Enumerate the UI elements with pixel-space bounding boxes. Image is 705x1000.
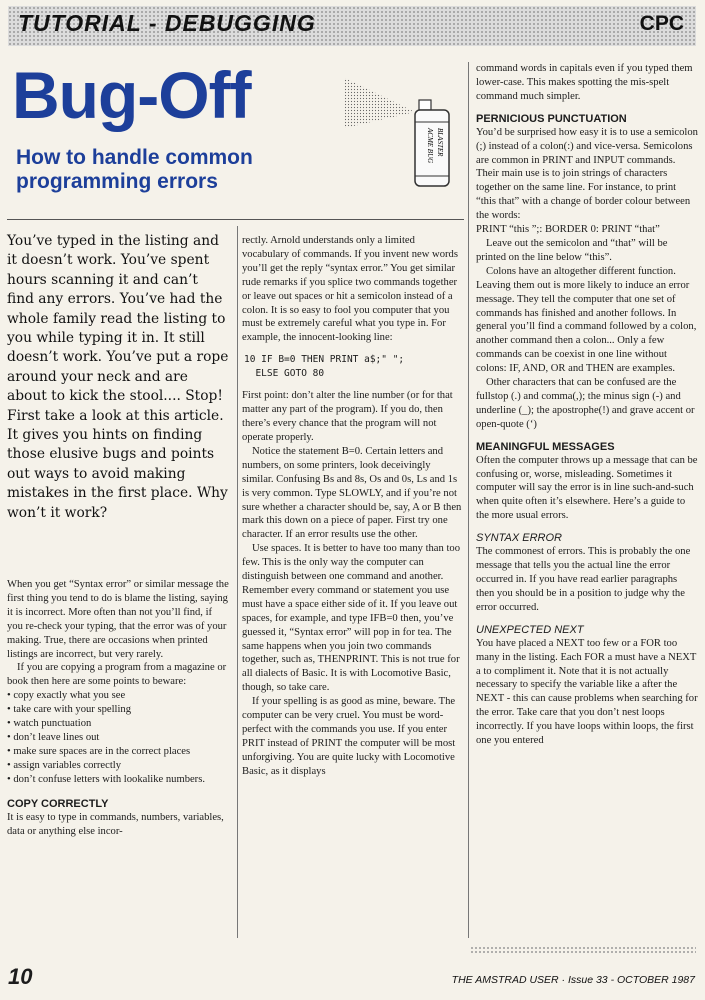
header-rule [7, 219, 464, 220]
footer-dot-band [470, 946, 696, 954]
page-number: 10 [8, 964, 33, 989]
column-3 [476, 62, 698, 748]
paragraph: rectly. Arnold understands only a limited vocabulary of commands. If you invent new words you’ll get the reply “syntax error.” You get similar rude remarks if you splice two commands together or leave out spaces or hit a semicolon instead of a colon. It is so easy to fool you computer that you must be extremely careful what you type in. For example, the innocent-looking line: [242, 235, 458, 344]
article-title: Bug-Off [12, 58, 251, 132]
paragraph: Use spaces. It is better to have too many than too few. This is the only way the computer can distinguish between one command and another. Remember every command or statement you use must have a space either side of it. If you leave out spaces, for example, and type IFB=0 then, you’ve guessed it, “Syntax error” will pop in for tea. The same happens when you join two commands together, such as, THENPRINT. This is not true for all dialects of Basic. It is with Locomotive Basic, though, so take care. [242, 543, 460, 694]
article-subtitle: How to handle common programming errors [16, 146, 253, 194]
paragraph: You’d be surprised how easy it is to use a semicolon (;) instead of a colon(:) and vice-versa. Semicolons are common in PRINT and INPUT commands. Their main use is to join strings of characters together on the same line. For instance, to print “this that” with a change of border colour between the words: [476, 126, 698, 222]
can-label-line-2: BLASTER [436, 128, 444, 157]
paragraph: It is easy to type in commands, numbers, variables, data or anything else incor- [7, 811, 224, 837]
paragraph: If your spelling is as good as mine, beware. The computer can be very cruel. You must be word-perfect with the commands you use. If you enter PRIT instead of PRINT the computer will be most unforgiving. You are quite lucky with Locomotive Basic, as it displays [242, 696, 456, 777]
code-listing: 10 IF B=0 THEN PRINT a$;" "; ELSE GOTO 80 [244, 354, 405, 380]
paragraph: First point: don’t alter the line number (or for that matter any part of the program). If you do, then there’s every chance that the program will not operate properly. [242, 390, 453, 443]
list-item: • take care with your spelling [7, 704, 132, 716]
error-heading: UNEXPECTED NEXT [476, 623, 584, 636]
paragraph: command words in capitals even if you typed them lower-case. This makes spotting the mis-spelt command much simpler. [476, 63, 693, 102]
section-heading: MEANINGFUL MESSAGES [476, 440, 615, 453]
column-2 [242, 234, 462, 779]
list-item: • assign variables correctly [7, 759, 122, 771]
list-item: • watch punctuation [7, 718, 92, 730]
paragraph: When you get “Syntax error” or similar message the first thing you tend to do is blame the listing, saying it is incorrect. More often than not you’ll find, if you re-check your typing, that the error was of your making. True, there are occasions when printed listings are incorrect, but very rarely. [7, 579, 229, 660]
intro-paragraph: You’ve typed in the listing and it doesn’t work. You’ve spent hours scanning it and can’t find any errors. You’ve had the whole family read the listing to you while typing it in. It still doesn’t work. You’ve put a rope around your neck and are about to kick the stool.... Stop! First take a look at this article. It gives you hints on finding those elusive bugs and points out ways to avoid making mistakes in the first place. Why won’t it work? [7, 233, 229, 521]
tips-list [7, 689, 229, 786]
issue-info: THE AMSTRAD USER · Issue 33 - OCTOBER 1987 [451, 974, 695, 986]
list-item: • don’t leave lines out [7, 731, 100, 743]
section-heading: PERNICIOUS PUNCTUATION [476, 112, 627, 125]
section-heading: COPY CORRECTLY [7, 797, 109, 810]
column-rule-2 [468, 62, 469, 938]
list-item: • make sure spaces are in the correct places [7, 745, 191, 757]
paragraph: Often the computer throws up a message that can be confusing or, worse, misleading. Sometimes it computer will say the error is in line such-and-such when quite often it’s elsewhere. Here’s a guide to the more usual errors. [476, 454, 698, 522]
list-item: • copy exactly what you see [7, 690, 126, 702]
paragraph: Other characters that can be confused are the fullstop (.) and comma(,); the minus sign (-) and underline (_); the apostrophe(!) and grave accent or open-quote (‘) [476, 377, 695, 430]
code-line: PRINT “this ”;: BORDER 0: PRINT “that” [476, 224, 660, 236]
paragraph: You have placed a NEXT too few or a FOR too many in the listing. Each FOR a must have a NEXT a to compliment it. Note that it is not actually necessary to specify the variable like a after the NEXT - this can cause problems when searching for the error. Take care that you don’t nest loops incorrectly. If you have loops within loops, the first one you entered [476, 637, 698, 747]
paragraph: If you are copying a program from a magazine or book then here are some points to beware: [7, 662, 227, 688]
paragraph: Leave out the semicolon and “that” will be printed on the line below “this”. [476, 237, 668, 263]
list-item: • don’t confuse letters with lookalike numbers. [7, 773, 205, 785]
bug-spray-can-illustration [335, 70, 465, 200]
column-rule-1 [237, 226, 238, 938]
column-1 [7, 578, 229, 838]
paragraph: Colons have an altogether different function. Leaving them out is more likely to induce an error message. They tell the computer that one set of commands has finished and another follows. In general you’ll find a command followed by a colon, another command then a colon... Only a few commands can be coexist in one line without colons: IF, AND, OR and THEN are examples. [476, 265, 697, 375]
section-label: TUTORIAL - DEBUGGING [18, 10, 316, 36]
section-header-bar [8, 6, 696, 46]
paragraph: The commonest of errors. This is probably the one message that tells you the actual line the error occurred in. If you have read earlier paragraphs then you should be in a position to judge why the error occurred. [476, 546, 691, 613]
platform-label: CPC [639, 12, 684, 35]
paragraph: Notice the statement B=0. Certain letters and numbers, on some printers, look deceivingly similar. Confusing Bs and 8s, Os and 0s, Ls and 1s is very common. Type SLOWLY, and if you’re not sure whether a character should be, say, A or B then mark this down on a piece of paper. First try one character. If an error results use the other. [242, 445, 462, 541]
can-label-line-1: ACME BUG [426, 128, 434, 164]
error-heading: SYNTAX ERROR [476, 532, 562, 545]
